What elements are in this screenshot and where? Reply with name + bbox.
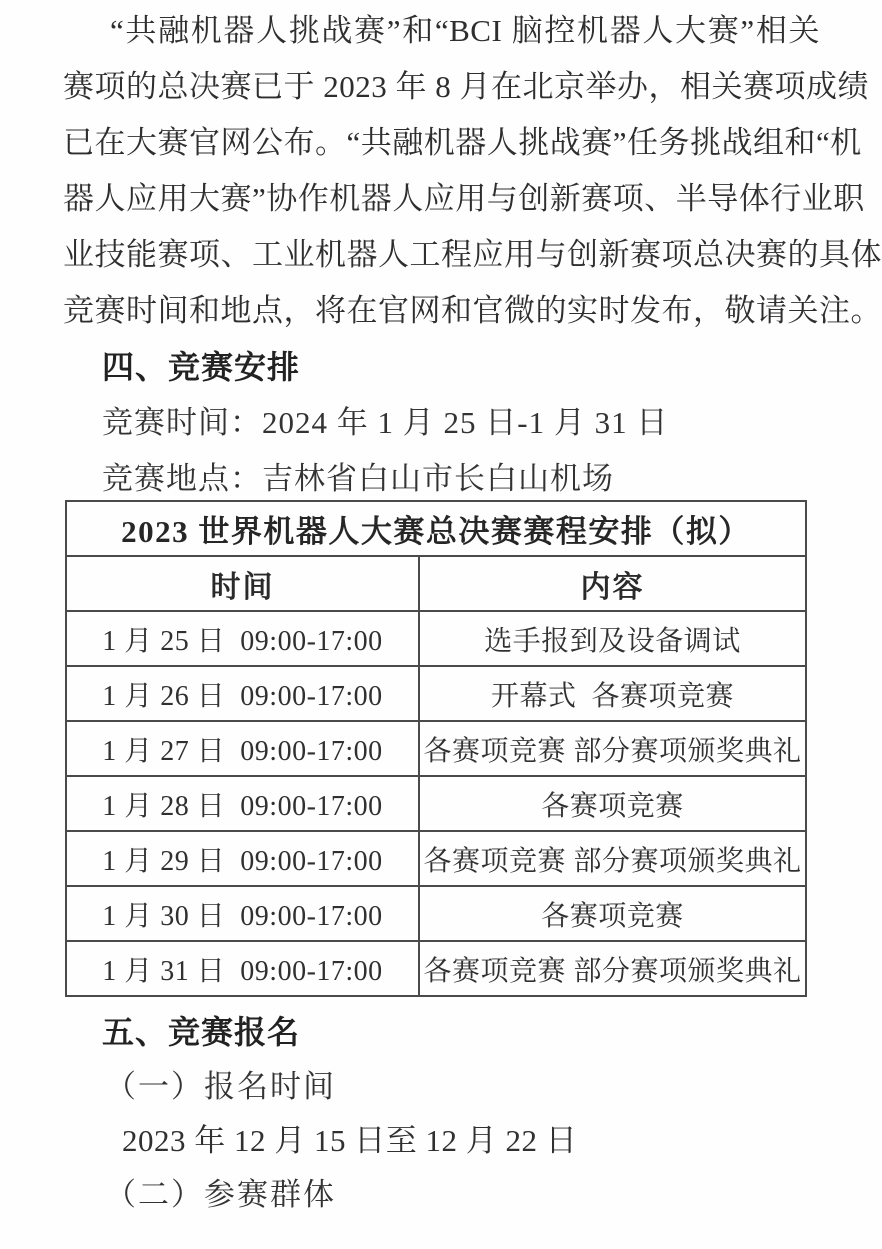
schedule-table-row [66,721,806,776]
row-content-cell: 各赛项竞赛 部分赛项颁奖典礼 [419,721,806,776]
row-content-cell: 各赛项竞赛 部分赛项颁奖典礼 [419,941,806,996]
section-5-heading: 五、竞赛报名 [102,1014,301,1050]
schedule-table-row [66,831,806,886]
schedule-table-title: 2023 世界机器人大赛总决赛赛程安排（拟） [66,501,806,556]
column-header-time: 时间 [66,556,419,611]
subsection-2-label: （二）参赛群体 [105,1177,336,1212]
schedule-table-row [66,666,806,721]
competition-time-line: 竞赛时间：2024 年 1 月 25 日-1 月 31 日 [102,405,669,440]
paragraph-line: 赛项的总决赛已于 2023 年 8 月在北京举办，相关赛项成绩 [63,69,869,104]
paragraph-line: 已在大赛官网公布。“共融机器人挑战赛”任务挑战组和“机 [63,125,862,160]
schedule-table-row [66,776,806,831]
subsection-1-label: （一）报名时间 [105,1069,336,1104]
intro-paragraph [63,3,882,339]
row-time-cell: 1 月 25 日 09:00-17:00 [66,611,419,666]
row-time-cell: 1 月 30 日 09:00-17:00 [66,886,419,941]
schedule-table-row [66,611,806,666]
row-content-cell: 各赛项竞赛 [419,886,806,941]
column-header-content: 内容 [419,556,806,611]
schedule-table-row [66,886,806,941]
registration-period: 2023 年 12 月 15 日至 12 月 22 日 [122,1123,578,1158]
row-content-cell: 各赛项竞赛 [419,776,806,831]
schedule-table-title-row [66,501,806,556]
row-time-cell: 1 月 29 日 09:00-17:00 [66,831,419,886]
row-time-cell: 1 月 28 日 09:00-17:00 [66,776,419,831]
row-content-cell: 开幕式 各赛项竞赛 [419,666,806,721]
row-time-cell: 1 月 27 日 09:00-17:00 [66,721,419,776]
competition-location-line: 竞赛地点：吉林省白山市长白山机场 [102,461,614,496]
row-content-cell: 选手报到及设备调试 [419,611,806,666]
row-content-cell: 各赛项竞赛 部分赛项颁奖典礼 [419,831,806,886]
paragraph-line: 器人应用大赛”协作机器人应用与创新赛项、半导体行业职 [63,181,865,216]
paragraph-line: 业技能赛项、工业机器人工程应用与创新赛项总决赛的具体 [63,237,882,272]
section-4-heading: 四、竞赛安排 [102,349,301,385]
schedule-table [65,500,807,997]
paragraph-line: 竞赛时间和地点，将在官网和官微的实时发布，敬请关注。 [63,293,882,328]
row-time-cell: 1 月 31 日 09:00-17:00 [66,941,419,996]
schedule-table-row [66,941,806,996]
paragraph-line: “共融机器人挑战赛”和“BCI 脑控机器人大赛”相关 [110,13,820,48]
row-time-cell: 1 月 26 日 09:00-17:00 [66,666,419,721]
schedule-table-header-row [66,556,806,611]
